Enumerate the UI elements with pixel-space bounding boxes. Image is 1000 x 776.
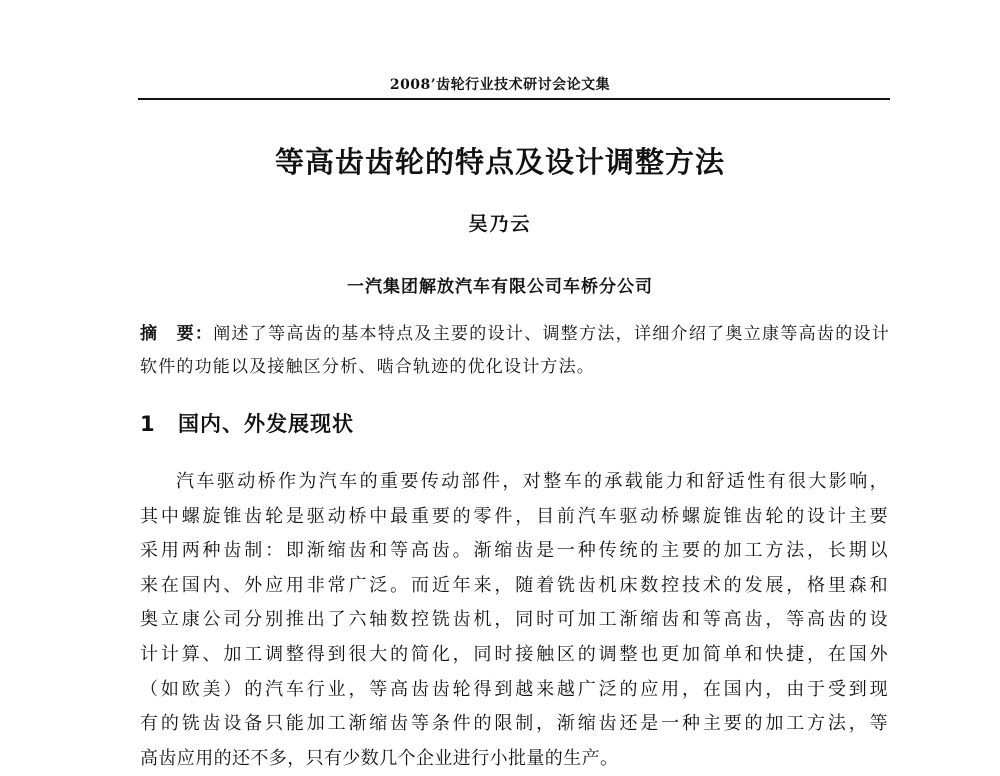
section-heading [140, 408, 354, 438]
author-name: 吴乃云 [468, 213, 532, 235]
paper-title: 等高齿齿轮的特点及设计调整方法 [274, 145, 725, 179]
body-line: 汽车驱动桥作为汽车的重要传动部件，对整车的承载能力和舒适性有很大影响， [176, 471, 888, 492]
author-affiliation: 一汽集团解放汽车有限公司车桥分公司 [347, 277, 653, 297]
section-number: 1 [140, 412, 156, 436]
abstract-text: 阐述了等高齿的基本特点及主要的设计、调整方法，详细介绍了奥立康等高齿的设计软件的功能以及接触区分析、啮合轨迹的优化设计方法。 [140, 324, 890, 377]
body-line: 有的铣齿设备只能加工渐缩齿等条件的限制，渐缩齿还是一种主要的加工方法，等 [140, 713, 888, 735]
body-line: 采用两种齿制：即渐缩齿和等高齿。渐缩齿是一种传统的主要的加工方法，长期以 [140, 540, 888, 562]
abstract [140, 318, 890, 384]
body-line: 来在国内、外应用非常广泛。而近年来，随着铣齿机床数控技术的发展，格里森和 [140, 574, 888, 596]
body-line: 计计算、加工调整得到很大的简化，同时接触区的调整也更加简单和快捷，在国外 [140, 643, 888, 665]
abstract-label: 摘 要： [140, 324, 214, 344]
header-rule [138, 98, 890, 100]
body-line: 高齿应用的还不多，只有少数几个企业进行小批量的生产。 [140, 747, 619, 769]
body-line: 其中螺旋锥齿轮是驱动桥中最重要的零件，目前汽车驱动桥螺旋锥齿轮的设计主要 [140, 505, 888, 527]
running-header: 2008’齿轮行业技术研讨会论文集 [389, 77, 611, 93]
section-body [140, 465, 888, 776]
section-title: 国内、外发展现状 [178, 412, 354, 436]
body-line: （如欧美）的汽车行业，等高齿齿轮得到越来越广泛的应用，在国内，由于受到现 [140, 678, 888, 700]
body-line: 奥立康公司分别推出了六轴数控铣齿机，同时可加工渐缩齿和等高齿，等高齿的设 [140, 609, 888, 631]
